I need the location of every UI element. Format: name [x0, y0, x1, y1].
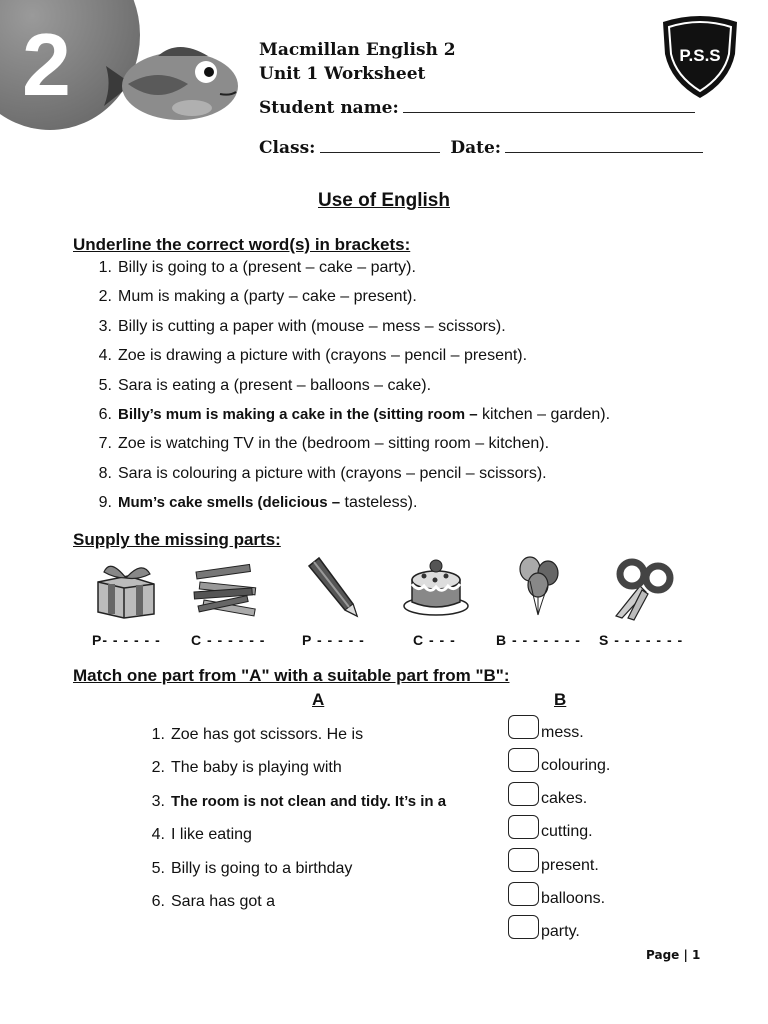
picture-caption: P - - - - -: [302, 632, 365, 648]
list-item: 3. The room is not clean and tidy. It’s in a: [151, 792, 447, 810]
class-date-row: [259, 138, 703, 158]
match-word: cakes.: [541, 790, 588, 807]
worksheet-title: Unit 1 Worksheet: [259, 64, 426, 84]
answer-box[interactable]: [508, 915, 539, 939]
unit-number: 2: [22, 15, 71, 114]
section1-heading: Underline the correct word(s) in brackets:: [73, 235, 411, 254]
pencil-icon: [305, 556, 361, 618]
list-item: 2. The baby is playing with: [151, 759, 342, 777]
student-name-row: [259, 98, 695, 118]
fish-icon: [98, 36, 244, 132]
list-item: 5. Billy is going to a birthday: [151, 859, 353, 877]
scissors-icon: [610, 556, 678, 622]
picture-caption: S - - - - - - -: [599, 632, 684, 648]
list-item: 6. Sara has got a: [151, 892, 276, 910]
answer-box[interactable]: [508, 782, 539, 806]
section2-heading: Supply the missing parts:: [73, 530, 281, 549]
match-word: colouring.: [541, 757, 611, 774]
school-badge-text: P.S.S: [679, 46, 721, 65]
list-item: 4. Zoe is drawing a picture with (crayons – pencil – present).: [98, 347, 528, 365]
cake-icon: [402, 554, 470, 618]
match-word: balloons.: [541, 890, 606, 907]
picture-caption: B - - - - - - -: [496, 632, 581, 648]
answer-box[interactable]: [508, 715, 539, 739]
student-name-field[interactable]: [403, 112, 695, 113]
page-title: Use of English: [318, 190, 450, 211]
balloons-icon: [512, 555, 568, 619]
match-word: party.: [541, 923, 580, 940]
section1-list: [90, 258, 610, 523]
crayons-icon: [190, 562, 268, 618]
class-label: Class:: [259, 138, 316, 158]
match-word: mess.: [541, 724, 584, 741]
answer-box[interactable]: [508, 882, 539, 906]
list-item: 7. Zoe is watching TV in the (bedroom – sitting room – kitchen).: [98, 435, 550, 453]
list-item: 5. Sara is eating a (present – balloons – cake).: [98, 376, 432, 394]
list-item: 6. Billy’s mum is making a cake in the (sitting room – kitchen – garden).: [98, 405, 611, 423]
book-title: Macmillan English 2: [259, 40, 456, 60]
column-b-label: B: [554, 690, 567, 709]
list-item: 9. Mum’s cake smells (delicious – tasteless).: [98, 494, 418, 512]
answer-box[interactable]: [508, 848, 539, 872]
match-word: cutting.: [541, 823, 593, 840]
match-word: present.: [541, 857, 599, 874]
picture-caption: P- - - - - -: [92, 632, 161, 648]
present-icon: [90, 556, 162, 620]
list-item: 2. Mum is making a (party – cake – present).: [98, 288, 417, 306]
column-a-list: [143, 725, 446, 925]
section3-heading: Match one part from "A" with a suitable part from "B":: [73, 666, 510, 685]
list-item: 4. I like eating: [151, 826, 252, 844]
date-label: Date:: [450, 138, 502, 158]
answer-box[interactable]: [508, 748, 539, 772]
picture-caption: C - - -: [413, 632, 456, 648]
list-item: 1. Zoe has got scissors. He is: [151, 726, 364, 743]
page-number: Page | 1: [646, 948, 701, 962]
column-a-label: A: [312, 690, 325, 709]
list-item: 3. Billy is cutting a paper with (mouse – mess – scissors).: [98, 317, 506, 335]
class-field[interactable]: [320, 152, 440, 153]
answer-box[interactable]: [508, 815, 539, 839]
student-name-label: Student name:: [259, 98, 399, 118]
list-item: 1. Billy is going to a (present – cake – party).: [98, 259, 416, 276]
list-item: 8. Sara is colouring a picture with (crayons – pencil – scissors).: [98, 464, 547, 482]
picture-caption: C - - - - - -: [191, 632, 266, 648]
date-field[interactable]: [505, 152, 703, 153]
